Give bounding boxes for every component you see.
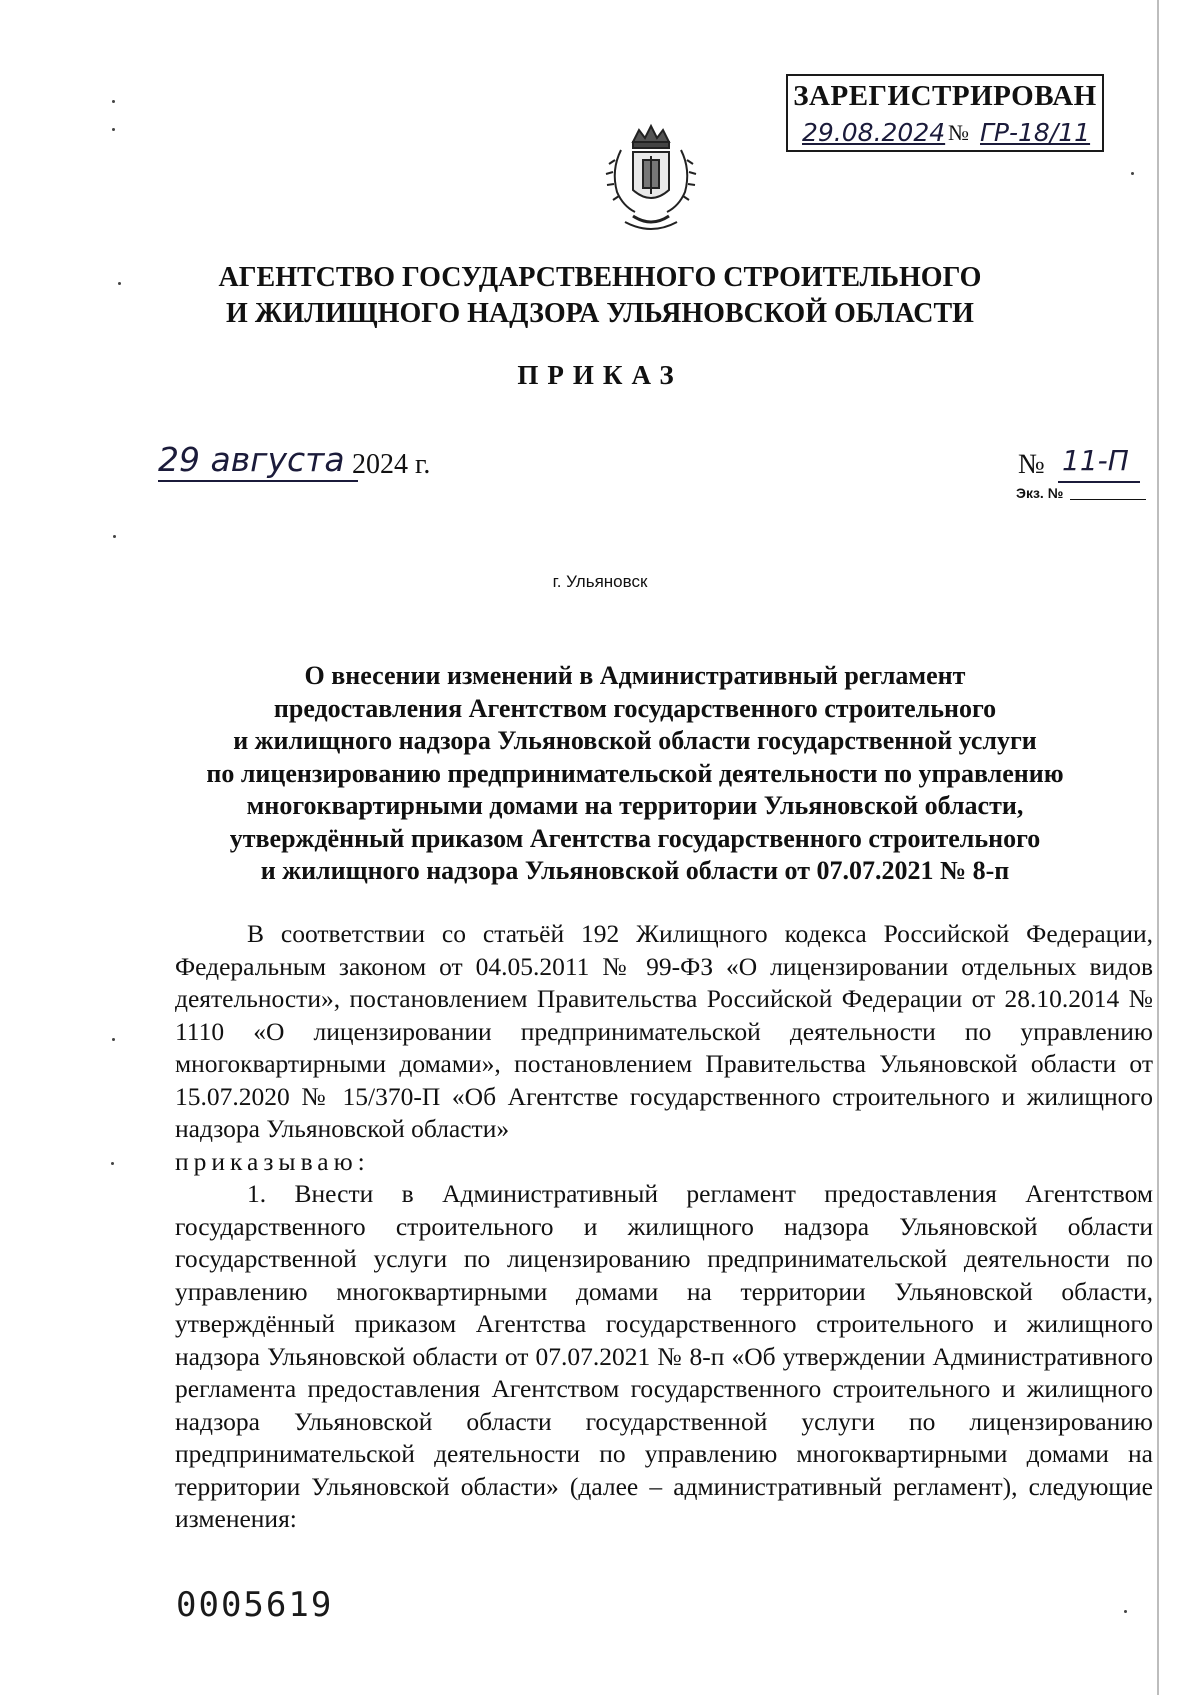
order-number-handwritten: 11-П bbox=[1062, 444, 1129, 477]
document-body bbox=[175, 918, 1153, 1536]
title-line: многоквартирными домами на территории Ульяновской области, bbox=[246, 791, 1024, 820]
scan-speck bbox=[112, 1038, 115, 1041]
order-date-handwritten: 29 августа bbox=[158, 440, 345, 479]
preamble-paragraph: В соответствии со статьёй 192 Жилищного кодекса Российской Федерации, Федеральным законом от 04.05.2011 № 99-ФЗ «О лицензировании отдельных видов деятельности», постановлением Правительства Российской Федерации от 28.10.2014 № 1110 «О лицензировании предпринимательской деятельности по управлению многоквартирными домами», постановлением Правительства Ульяновской области от 15.07.2020 № 15/370-П «Об Агентстве государственного строительного и жилищного надзора Ульяновской области» bbox=[175, 919, 1153, 1143]
scan-speck bbox=[112, 100, 115, 103]
document-type: ПРИКАЗ bbox=[517, 360, 683, 390]
title-line: по лицензированию предпринимательской деятельности по управлению bbox=[206, 758, 1064, 788]
title-line: и жилищного надзора Ульяновской области государственной услуги bbox=[233, 726, 1037, 755]
scan-speck bbox=[1131, 172, 1134, 175]
scan-edge-line bbox=[1157, 0, 1159, 1695]
scan-speck bbox=[1124, 1610, 1127, 1613]
city: г. Ульяновск bbox=[552, 572, 648, 591]
stamp-title: ЗАРЕГИСТРИРОВАН bbox=[793, 80, 1097, 112]
copy-number-label: Экз. № bbox=[1016, 485, 1064, 501]
stamp-date: 29.08.2024 bbox=[802, 118, 946, 147]
item-1-paragraph: 1. Внести в Административный регламент предоставления Агентством государственного строительного и жилищного надзора Ульяновской области государственной услуги по лицензированию предпринимательской деятельности по управлению многоквартирными домами на территории Ульяновской области, утверждённый приказом Агентства государственного строительного и жилищного надзора Ульяновской области от 07.07.2021 № 8-п «Об утверждении Административного регламента предоставления Агентством государственного строительного и жилищного надзора Ульяновской области государственной услуги по лицензированию предпринимательской деятельности по управлению многоквартирными домами на территории Ульяновской области» (далее – административный регламент), следующие изменения: bbox=[175, 1179, 1153, 1533]
title-line: О внесении изменений в Административный регламент bbox=[304, 661, 966, 690]
document-code: 0005619 bbox=[176, 1585, 334, 1625]
agency-name-text: АГЕНТСТВО ГОСУДАРСТВЕННОГО СТРОИТЕЛЬНОГО И ЖИЛИЩНОГО НАДЗОРА УЛЬЯНОВСКОЙ ОБЛАСТИ bbox=[218, 262, 982, 329]
copy-number-line bbox=[1070, 499, 1146, 500]
title-line: и жилищного надзора Ульяновской области от 07.07.2021 № 8-п bbox=[260, 856, 1010, 885]
directive-word: приказываю: bbox=[175, 1146, 370, 1176]
agency-name bbox=[0, 260, 1200, 332]
order-number-label: № bbox=[1018, 449, 1045, 480]
coat-of-arms-icon bbox=[603, 120, 699, 236]
scan-speck bbox=[113, 535, 116, 538]
scan-speck bbox=[112, 128, 115, 131]
document-title bbox=[170, 660, 1100, 888]
order-year: 2024 г. bbox=[352, 449, 431, 480]
title-line: предоставления Агентством государственного строительного bbox=[273, 693, 997, 723]
title-line: утверждённый приказом Агентства государственного строительного bbox=[229, 823, 1041, 853]
scan-speck bbox=[111, 1162, 114, 1165]
date-underline bbox=[158, 480, 358, 482]
stamp-number-label: № bbox=[948, 120, 969, 145]
number-underline bbox=[1058, 481, 1140, 483]
stamp-registration-row bbox=[796, 116, 1096, 148]
registration-stamp bbox=[786, 74, 1104, 152]
stamp-number: ГР-18/11 bbox=[980, 118, 1091, 147]
